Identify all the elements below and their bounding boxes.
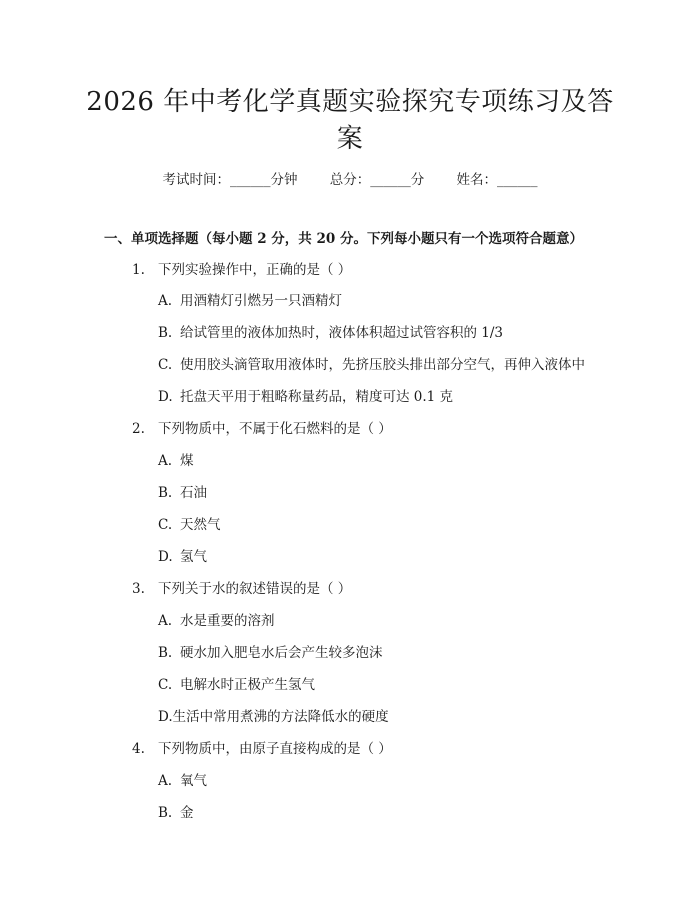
option-label: B. bbox=[158, 805, 173, 821]
option-label: B. bbox=[158, 325, 173, 341]
option-text: 水是重要的溶剂 bbox=[180, 613, 275, 629]
q2-option-c bbox=[158, 516, 221, 534]
option-text: 电解水时正极产生氢气 bbox=[180, 677, 315, 693]
exam-time-field: 考试时间：______分钟 bbox=[162, 172, 298, 188]
q3-option-a bbox=[158, 612, 275, 630]
option-label: A. bbox=[158, 293, 173, 309]
option-label: D. bbox=[158, 549, 173, 565]
q3-option-c bbox=[158, 676, 315, 694]
question-stem: 下列物质中，由原子直接构成的是（ ） bbox=[158, 741, 392, 757]
option-label: C. bbox=[158, 357, 173, 373]
option-label: B. bbox=[158, 485, 173, 501]
q2-option-b bbox=[158, 484, 207, 502]
option-label: A. bbox=[158, 453, 173, 469]
q1-option-a bbox=[158, 292, 342, 310]
option-text: 托盘天平用于粗略称量药品，精度可达 0.1 克 bbox=[180, 389, 454, 405]
q2-option-a bbox=[158, 452, 194, 470]
q3-option-b bbox=[158, 644, 383, 662]
q3-option-d bbox=[158, 708, 389, 726]
q2-option-d bbox=[158, 548, 207, 566]
option-text: 金 bbox=[180, 805, 194, 821]
option-text: 硬水加入肥皂水后会产生较多泡沫 bbox=[180, 645, 383, 661]
q4-option-a bbox=[158, 772, 207, 790]
option-label: A. bbox=[158, 613, 173, 629]
question-4 bbox=[132, 740, 392, 758]
question-stem: 下列关于水的叙述错误的是（ ） bbox=[158, 581, 352, 597]
q1-option-c bbox=[158, 356, 585, 374]
section-heading: 一、单项选择题（每小题 2 分，共 20 分。下列每小题只有一个选项符合题意） bbox=[104, 231, 583, 247]
option-text: 用酒精灯引燃另一只酒精灯 bbox=[180, 293, 342, 309]
q1-option-b bbox=[158, 324, 503, 342]
question-stem: 下列物质中，不属于化石燃料的是（ ） bbox=[158, 421, 392, 437]
option-text: 石油 bbox=[180, 485, 207, 501]
document-title bbox=[80, 84, 620, 158]
question-2 bbox=[132, 420, 392, 438]
question-number: 4. bbox=[132, 741, 145, 757]
exam-meta bbox=[0, 171, 700, 189]
option-label: C. bbox=[158, 677, 173, 693]
question-3 bbox=[132, 580, 351, 598]
option-text: 给试管里的液体加热时，液体体积超过试管容积的 1/3 bbox=[180, 325, 504, 341]
option-label: C. bbox=[158, 517, 173, 533]
question-1 bbox=[132, 261, 351, 279]
option-text: 煤 bbox=[180, 453, 194, 469]
question-number: 1. bbox=[132, 262, 145, 278]
total-score-field: 总分：______分 bbox=[329, 172, 425, 188]
title-line-2: 案 bbox=[336, 124, 364, 154]
option-label: B. bbox=[158, 645, 173, 661]
question-number: 2. bbox=[132, 421, 145, 437]
option-label: D. bbox=[158, 709, 173, 725]
option-label: D. bbox=[158, 389, 173, 405]
option-label: A. bbox=[158, 773, 173, 789]
option-text: 天然气 bbox=[180, 517, 221, 533]
q1-option-d bbox=[158, 388, 453, 406]
q4-option-b bbox=[158, 804, 194, 822]
option-text: 氧气 bbox=[180, 773, 207, 789]
option-text: 生活中常用煮沸的方法降低水的硬度 bbox=[172, 709, 389, 725]
option-text: 使用胶头滴管取用液体时，先挤压胶头排出部分空气，再伸入液体中 bbox=[180, 357, 585, 373]
question-stem: 下列实验操作中，正确的是（ ） bbox=[158, 262, 352, 278]
option-text: 氢气 bbox=[180, 549, 207, 565]
title-line-1: 2026 年中考化学真题实验探究专项练习及答 bbox=[86, 87, 614, 117]
name-field: 姓名：______ bbox=[456, 172, 538, 188]
question-number: 3. bbox=[132, 581, 145, 597]
